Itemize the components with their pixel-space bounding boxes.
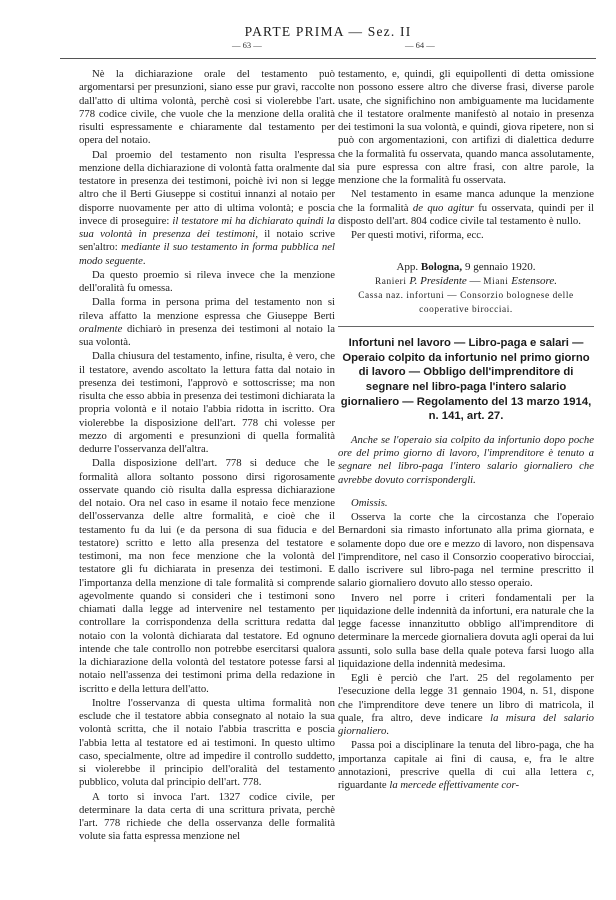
court-date: 9 gennaio 1920. [462,261,536,274]
italic-quote: mediante il suo testamento in forma pubblica nel modo seguente [79,241,335,267]
paragraph: A torto si invoca l'art. 1327 codice civile, per determinare la data certa di una scrittura privata, perchè l'art. 778 richiede che della osservanza delle formalità volute sia fatta espressa menzione nel [79,790,335,843]
text-run: Dal proemio del testamento non risulta l'espressa menzione della dichiarazione di volontà fatta oralmente dal testatore in presenza dei testimoni, poichè ivi non si legge altro che il Berti Giuseppe si costituì innanzi al notaio per disporre nuovamente per atto di ultima volontà; e poscia invece di proseguire: [79,148,335,227]
page-header [60,24,596,50]
italic-phrase: la misura del salario giornaliero [338,711,594,738]
text-run: Nel testamento in esame manca adunque la menzione che la formalità [338,188,594,214]
case-heading: Infortuni nel lavoro — Libro-paga e salari — Operaio colpito da infortunio nel primo giorno di lavoro — Obbligo dell'imprenditore di segnare nel libro-paga l'intero salario giornaliero — Regolamento del 13 marzo 1914, n. 141, art. 27. [340,337,592,423]
right-column [338,68,594,792]
paragraph: Nè la dichiarazione orale del testamento può argomentarsi per presunzioni, siano esse pur gravi, raccolte dall'atto di ultima volontà, perchè così si violerebbe l'art. 778 codice civile, che vuole che la menzione della oralità risulti espressamente e chiaramente dal testamento per opera del notaio. [79,68,335,147]
paragraph [79,296,335,349]
text-run: — [466,275,484,288]
maxim: Anche se l'operaio sia colpito da infortunio dopo poche ore del primo giorno di lavoro, l'imprenditore è tenuto a segnare nel libro-paga l'intero salario giornaliero che avrebbe dovuto corrispondergli. [338,433,594,486]
italic-letter: c [586,765,592,778]
paragraph [338,672,594,738]
paragraph [338,739,594,792]
italic-phrase: la mercede effettivamente cor- [389,779,520,792]
text-run: P. [406,275,421,288]
paragraph [338,188,594,228]
president-role: Presidente [420,275,467,288]
paragraph: Da questo proemio si rileva invece che la menzione dell'oralità fu omessa. [79,268,335,294]
page-number-right: — 64 — [405,40,435,50]
italic-word: oralmente [79,322,123,335]
president-name: Ranieri [375,277,407,288]
estensore-name: Miani [483,277,509,288]
left-column [79,68,335,844]
paragraph: testamento, e, quindi, gli equipollenti di detta omissione non possono essere altro che diverse frasi, diverse parole usate, che significhino non ambiguamente ma lucidamente che il testatore oralmente manifestò al notaio in presenza dei testimoni la sua volontà, e quindi, giova ripetere, non si può con argomentazioni, con artifizi di dialettica dedurre che la formalità fu osservata, quando manca assolutamente, sia pure espressa con altre frasi, con altre parole, la menzione che la formalità fu osservata. [338,68,594,186]
case-parties: Cassa naz. infortuni — Consorzio bolognese delle cooperative birocciai. [358,291,574,316]
court-city: Bologna, [420,261,463,274]
court-prefix: App. [396,261,421,274]
paragraph [79,149,335,268]
running-title: PARTE PRIMA — Sez. II [244,24,412,39]
paragraph: Dalla disposizione dell'art. 778 si deduce che le formalità allora soltanto possono dirsi rigorosamente osservate quando ciò risulta dalla espressa dichiarazione del notaio. Ora nel caso in esame il notaio fece menzione dell'osservanza delle altre formalità, e cioè che il testamento fu da lui (e da persona di sua fiducia e del testatore) scritto e letto alla presenza del testatore e testimoni, ma non fece menzione che la volontà del testatore gli fu dichiarata in presenza dei testimoni. E l'importanza della menzione di tale formalità si comprende agevolmente quando si consideri che i testimoni sono chiamati dalla legge ad intervenire nel testamento per controllare la corrispondenza della scrittura redatta dal notaio con la volontà dichiarata dal testatore. Ed ognuno intende che tale controllo non potrebbe esercitarsi qualora la dichiarazione della volontà del testatore potesse farsi al notaio nell'assenza dei testimoni prima della redazione in iscritto e della lettura dell'atto. [79,457,335,695]
text-run: . [142,254,146,267]
paragraph: Dalla chiusura del testamento, infine, risulta, è vero, che il testatore, avendo ascoltato la lettura fatta dal notaio in presenza dei testimoni, l'approvò e sottoscrisse; ma non risulta che esso abbia in presenza dei testimoni dichiarata la propria volontà e il notaio l'abbia ridotta in iscritto. Ora violerebbe la disposizione dell'art. 778 chi volesse per mezzo di argomenti e presunzioni di quella formalità dedurre l'osservanza dell'altra. [79,350,335,455]
page-number-left: — 63 — [232,40,262,50]
text-run: fu osservata, quindi per il disposto dell'art. 804 codice civile tal testamento è nullo. [338,201,595,227]
text-run: , riguardante [338,765,594,792]
estensore-role: Estensore. [508,275,557,288]
section-rule [338,326,594,327]
text-run: . [386,725,389,738]
paragraph: Osserva la corte che la circostanza che l'operaio Bernardoni sia rimasto infortunato alla prima giornata, e solamente dopo due ore e mezzo di lavoro, non dispensava l'imprenditore, nel caso il Consorzio cooperativo birocciai, dallo iscrivere sul libro-paga nel termine prescritto il salario giornaliero dovuto allo stesso operaio. [338,511,594,590]
text-run: dichiarò in presenza dei testimoni al notaio la sua volontà. [79,322,335,348]
paragraph: Invero nel porre i criteri fondamentali per la liquidazione delle indennità da infortuni, era naturale che la legge facesse innanzitutto obbligo all'imprenditore di determinare la mercede giornaliera dovuta agli operai da lui assunti, solo sulla base della quale poteva farsi luogo alla liquidazione della indennità medesima. [338,591,594,670]
omissis: Omissis. [351,496,388,509]
paragraph: Inoltre l'osservanza di questa ultima formalità non esclude che il testatore abbia consegnato al notaio la sua volontà scritta, che il notaio l'abbia trascritta e poscia l'abbia letta al testatore ed ai testimoni. In questo ultimo caso, specialmente, oltre ad impedire il controllo suddetto, si violerebbe il principio dell'oralità del testamento pubblico, voluta dal principio dell'art. 778. [79,696,335,789]
text-run: , il notaio scrive sen'altro: [79,228,336,254]
header-rule [60,58,596,59]
court-judges [338,274,594,289]
italic-phrase: de quo agitur [412,201,474,214]
italic-quote: il testatore mi ha dichiarato quindi la sua volontà in presenza dei testimoni [79,214,335,240]
court-citation [338,260,594,274]
text-run: Egli è perciò che l'art. 25 del regolamento per l'esecuzione della legge 31 gennaio 1904, n. 51, dispone che l'imprenditore deve tenere un libro di matricola, il quale, fra altro, deve indicare [338,672,594,724]
text-run: Passa poi a disciplinare la tenuta del libro-paga, che ha importanza capitale ai fini di causa, e, fra le altre annotazioni, prescrive quella di cui alla lettera [338,739,594,778]
paragraph: Per questi motivi, riforma, ecc. [351,229,484,241]
text-run: Dalla forma in persona prima del testamento non si rileva affatto la menzione espressa che Giuseppe Berti [79,296,335,322]
